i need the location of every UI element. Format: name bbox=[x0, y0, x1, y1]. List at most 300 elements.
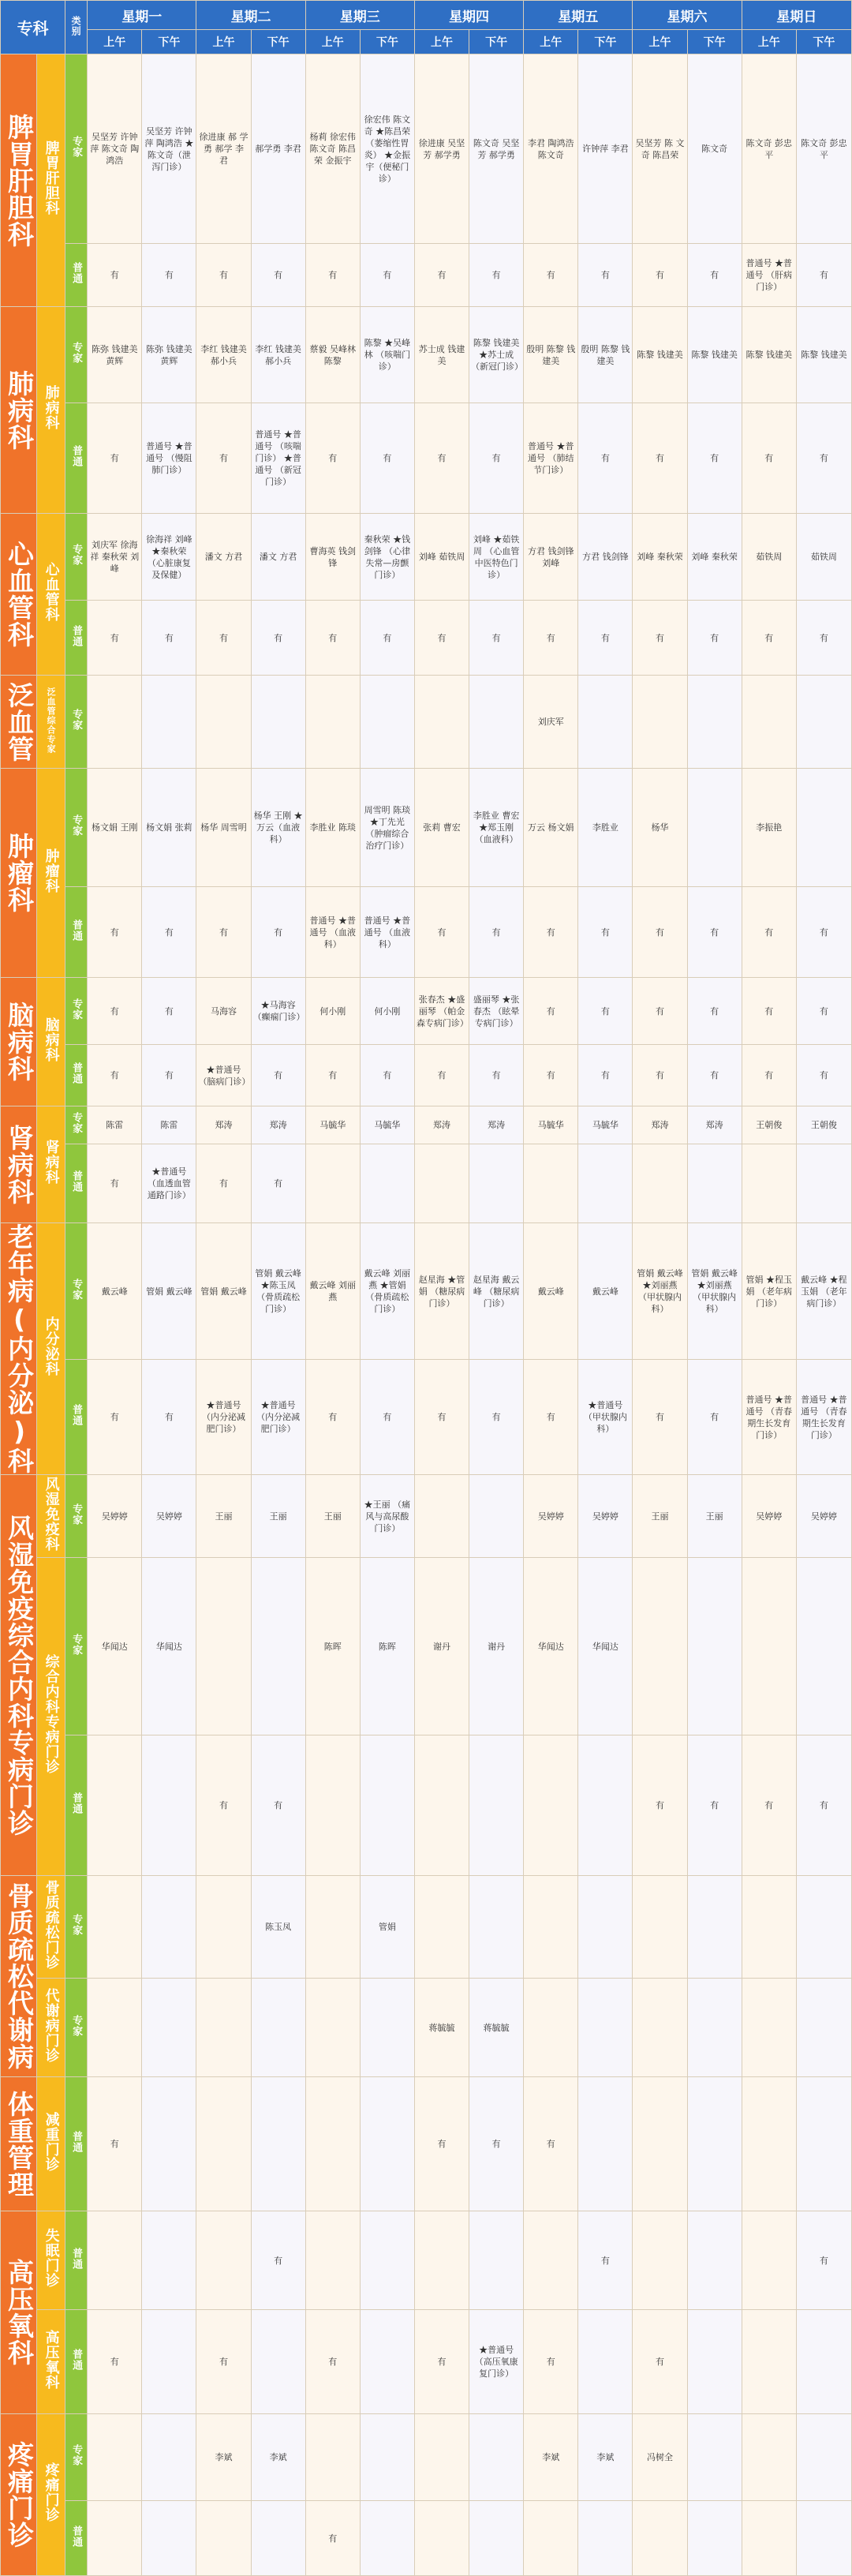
schedule-cell bbox=[633, 1979, 687, 2077]
schedule-cell: 何小刚 bbox=[305, 978, 360, 1045]
schedule-cell: 冯树全 bbox=[633, 2414, 687, 2501]
schedule-cell: 有 bbox=[196, 601, 251, 676]
schedule-cell: 有 bbox=[305, 1360, 360, 1475]
schedule-cell bbox=[687, 2211, 742, 2310]
schedule-cell bbox=[142, 1735, 196, 1876]
schedule-cell: 有 bbox=[251, 1045, 305, 1106]
schedule-cell: 有 bbox=[142, 887, 196, 978]
schedule-cell: 吴婷婷 bbox=[742, 1475, 796, 1558]
subspecialty-name: 心血管科 bbox=[37, 514, 65, 676]
department-name: 脑病科 bbox=[1, 978, 37, 1106]
schedule-cell: 普通号 ★普通号 （慢阻肺门诊） bbox=[142, 403, 196, 514]
schedule-cell: 有 bbox=[469, 1360, 524, 1475]
schedule-cell: 有 bbox=[578, 2211, 633, 2310]
schedule-cell bbox=[633, 1144, 687, 1223]
schedule-cell bbox=[796, 2414, 851, 2501]
schedule-cell: 普通号 ★普通号 （肺结节门诊） bbox=[524, 403, 578, 514]
schedule-cell: 有 bbox=[196, 403, 251, 514]
schedule-row bbox=[1, 2211, 852, 2310]
pm-header: 下午 bbox=[578, 30, 633, 54]
schedule-cell: 赵星海 戴云峰 （糖尿病门诊） bbox=[469, 1223, 524, 1360]
schedule-cell bbox=[360, 1144, 414, 1223]
schedule-cell: 赵星海 ★管娟 （糖尿病门诊） bbox=[414, 1223, 469, 1360]
department-name: 肺病科 bbox=[1, 307, 37, 514]
schedule-cell bbox=[196, 2501, 251, 2576]
department-name: 高压氧科 bbox=[1, 2211, 37, 2414]
schedule-cell bbox=[687, 2077, 742, 2211]
am-header: 上午 bbox=[742, 30, 796, 54]
schedule-cell bbox=[360, 2414, 414, 2501]
schedule-cell bbox=[742, 1876, 796, 1979]
schedule-cell bbox=[742, 1558, 796, 1735]
schedule-cell bbox=[142, 2310, 196, 2414]
schedule-cell: 吴坚芳 许钟萍 陈文奇 陶鸿浩 bbox=[88, 54, 142, 244]
schedule-cell: 有 bbox=[578, 978, 633, 1045]
schedule-cell bbox=[742, 2077, 796, 2211]
schedule-cell: 有 bbox=[687, 1735, 742, 1876]
schedule-cell bbox=[687, 676, 742, 769]
subspecialty-name: 骨质疏松门诊 bbox=[37, 1876, 65, 1979]
schedule-row bbox=[1, 403, 852, 514]
schedule-cell: 李胜业 陈琰 bbox=[305, 769, 360, 887]
schedule-cell: 陈黎 钱建美 ★苏士成 （新冠门诊） bbox=[469, 307, 524, 403]
category-cell: 专家 bbox=[65, 2414, 88, 2501]
schedule-cell: 陈文奇 bbox=[687, 54, 742, 244]
schedule-cell: 杨文娟 张莉 bbox=[142, 769, 196, 887]
schedule-row bbox=[1, 1360, 852, 1475]
schedule-cell: 吴坚芳 陈 文奇 陈昌荣 bbox=[633, 54, 687, 244]
schedule-cell: 有 bbox=[633, 403, 687, 514]
schedule-cell: 刘庆军 徐海祥 秦秋荣 刘峰 bbox=[88, 514, 142, 601]
subspecialty-name: 失眠门诊 bbox=[37, 2211, 65, 2310]
schedule-cell: 有 bbox=[742, 1735, 796, 1876]
department-name: 心血管科 bbox=[1, 514, 37, 676]
schedule-cell: 杨华 周雪明 bbox=[196, 769, 251, 887]
schedule-cell: 陈黎 钱建美 bbox=[633, 307, 687, 403]
schedule-cell: 有 bbox=[305, 244, 360, 307]
schedule-cell bbox=[742, 676, 796, 769]
am-header: 上午 bbox=[88, 30, 142, 54]
schedule-row bbox=[1, 1106, 852, 1144]
schedule-cell: 管娟 戴云峰 bbox=[196, 1223, 251, 1360]
schedule-cell bbox=[578, 2501, 633, 2576]
schedule-cell: 李斌 bbox=[524, 2414, 578, 2501]
schedule-cell: 管娟 戴云峰 ★刘丽燕 （甲状腺内科） bbox=[633, 1223, 687, 1360]
schedule-cell: 有 bbox=[142, 1360, 196, 1475]
schedule-cell: 有 bbox=[742, 887, 796, 978]
schedule-cell bbox=[142, 2414, 196, 2501]
schedule-cell bbox=[469, 1475, 524, 1558]
day-header: 星期一 bbox=[88, 1, 196, 30]
schedule-cell bbox=[742, 2501, 796, 2576]
schedule-cell: 有 bbox=[742, 403, 796, 514]
schedule-row bbox=[1, 978, 852, 1045]
schedule-cell bbox=[469, 1144, 524, 1223]
schedule-cell bbox=[305, 1144, 360, 1223]
schedule-cell: 有 bbox=[251, 887, 305, 978]
schedule-cell: 有 bbox=[414, 1360, 469, 1475]
schedule-cell bbox=[414, 676, 469, 769]
category-cell: 普通 bbox=[65, 2211, 88, 2310]
schedule-cell: 蒋毓毓 bbox=[469, 1979, 524, 2077]
schedule-cell bbox=[578, 2310, 633, 2414]
pm-header: 下午 bbox=[687, 30, 742, 54]
schedule-cell: 有 bbox=[360, 244, 414, 307]
schedule-cell: 王朝俊 bbox=[796, 1106, 851, 1144]
schedule-cell bbox=[687, 2310, 742, 2414]
schedule-cell bbox=[524, 2211, 578, 2310]
schedule-cell bbox=[469, 2414, 524, 2501]
schedule-cell: 李胜业 bbox=[578, 769, 633, 887]
category-cell: 普通 bbox=[65, 1360, 88, 1475]
schedule-cell bbox=[196, 1558, 251, 1735]
schedule-cell: 有 bbox=[142, 978, 196, 1045]
schedule-cell: 有 bbox=[687, 887, 742, 978]
schedule-row bbox=[1, 887, 852, 978]
schedule-cell bbox=[469, 2211, 524, 2310]
schedule-cell: 吴婷婷 bbox=[142, 1475, 196, 1558]
schedule-cell: 有 bbox=[633, 978, 687, 1045]
department-name: 老年病(内分泌)科 bbox=[1, 1223, 37, 1475]
schedule-cell bbox=[796, 2501, 851, 2576]
schedule-cell: 有 bbox=[633, 601, 687, 676]
schedule-cell: ★普通号 （血透血管通路门诊） bbox=[142, 1144, 196, 1223]
schedule-cell: 王丽 bbox=[251, 1475, 305, 1558]
schedule-cell bbox=[196, 1876, 251, 1979]
schedule-cell bbox=[88, 1735, 142, 1876]
category-cell: 专家 bbox=[65, 1223, 88, 1360]
schedule-cell: 有 bbox=[578, 601, 633, 676]
schedule-cell bbox=[360, 2310, 414, 2414]
schedule-cell: 有 bbox=[88, 887, 142, 978]
schedule-cell: 有 bbox=[742, 1045, 796, 1106]
schedule-cell: ★普通号 （内分泌减肥门诊） bbox=[196, 1360, 251, 1475]
schedule-cell: 有 bbox=[578, 887, 633, 978]
pm-header: 下午 bbox=[142, 30, 196, 54]
schedule-cell: 郑涛 bbox=[251, 1106, 305, 1144]
schedule-cell: 杨华 王刚 ★万云（血液科） bbox=[251, 769, 305, 887]
schedule-cell: 殷明 陈黎 钱建美 bbox=[578, 307, 633, 403]
schedule-row bbox=[1, 244, 852, 307]
schedule-cell: 有 bbox=[633, 244, 687, 307]
schedule-cell: 刘峰 秦秋荣 bbox=[687, 514, 742, 601]
schedule-cell bbox=[742, 1144, 796, 1223]
schedule-cell: 有 bbox=[796, 2211, 851, 2310]
schedule-cell: 陈黎 钱建美 bbox=[687, 307, 742, 403]
schedule-cell: 管娟 戴云峰 ★刘丽燕 （甲状腺内科） bbox=[687, 1223, 742, 1360]
schedule-cell: 有 bbox=[142, 1045, 196, 1106]
schedule-row bbox=[1, 1876, 852, 1979]
schedule-cell: 有 bbox=[88, 2310, 142, 2414]
schedule-cell: 有 bbox=[414, 244, 469, 307]
schedule-cell: 华闻达 bbox=[578, 1558, 633, 1735]
schedule-cell bbox=[414, 2211, 469, 2310]
schedule-cell: 有 bbox=[524, 2077, 578, 2211]
schedule-cell bbox=[469, 676, 524, 769]
schedule-cell: 有 bbox=[687, 403, 742, 514]
schedule-cell: 陈玉凤 bbox=[251, 1876, 305, 1979]
category-cell: 专家 bbox=[65, 769, 88, 887]
schedule-cell: 戴云峰 刘丽燕 ★管娟 （骨质疏松门诊） bbox=[360, 1223, 414, 1360]
schedule-cell: 李振艳 bbox=[742, 769, 796, 887]
schedule-cell: 殷明 陈黎 钱建美 bbox=[524, 307, 578, 403]
schedule-cell bbox=[524, 1876, 578, 1979]
schedule-cell: 有 bbox=[142, 601, 196, 676]
schedule-cell bbox=[305, 1979, 360, 2077]
schedule-cell: 马毓华 bbox=[578, 1106, 633, 1144]
schedule-cell bbox=[633, 2077, 687, 2211]
category-cell: 普通 bbox=[65, 1735, 88, 1876]
schedule-cell: 杨华 bbox=[633, 769, 687, 887]
specialty-header: 专科 bbox=[1, 1, 65, 54]
schedule-row bbox=[1, 1558, 852, 1735]
schedule-cell: 有 bbox=[88, 1144, 142, 1223]
schedule-cell: 有 bbox=[633, 1360, 687, 1475]
schedule-cell: ★马海容 （癫痫门诊） bbox=[251, 978, 305, 1045]
schedule-cell bbox=[414, 1735, 469, 1876]
schedule-cell: 马毓华 bbox=[524, 1106, 578, 1144]
schedule-cell: 普通号 ★普通号 （肝病门诊） bbox=[742, 244, 796, 307]
schedule-cell bbox=[414, 1876, 469, 1979]
schedule-cell bbox=[687, 1876, 742, 1979]
schedule-cell: 有 bbox=[469, 1045, 524, 1106]
schedule-cell: 李斌 bbox=[578, 2414, 633, 2501]
category-cell: 专家 bbox=[65, 1876, 88, 1979]
schedule-cell: 万云 杨文娟 bbox=[524, 769, 578, 887]
schedule-cell: 茹铁周 bbox=[796, 514, 851, 601]
schedule-cell bbox=[578, 1876, 633, 1979]
schedule-cell bbox=[796, 1876, 851, 1979]
schedule-cell bbox=[414, 2501, 469, 2576]
schedule-cell: 陈弥 钱建美 黄辉 bbox=[88, 307, 142, 403]
schedule-cell bbox=[88, 1979, 142, 2077]
category-cell: 普通 bbox=[65, 244, 88, 307]
schedule-cell: 有 bbox=[524, 1360, 578, 1475]
schedule-cell bbox=[796, 1979, 851, 2077]
category-cell: 专家 bbox=[65, 54, 88, 244]
schedule-cell: 有 bbox=[524, 2310, 578, 2414]
schedule-cell bbox=[469, 1876, 524, 1979]
day-header-row bbox=[1, 1, 852, 30]
schedule-cell: 有 bbox=[88, 978, 142, 1045]
schedule-cell bbox=[142, 676, 196, 769]
schedule-cell: 普通号 ★普通号 （血液科） bbox=[305, 887, 360, 978]
schedule-row bbox=[1, 601, 852, 676]
schedule-cell bbox=[578, 2077, 633, 2211]
schedule-cell: 有 bbox=[196, 887, 251, 978]
schedule-cell: ★普通号 （甲状腺内科） bbox=[578, 1360, 633, 1475]
schedule-cell: 盛丽琴 ★张春杰 （眩晕专病门诊） bbox=[469, 978, 524, 1045]
subspecialty-name: 肺病科 bbox=[37, 307, 65, 514]
schedule-cell: 刘庆军 bbox=[524, 676, 578, 769]
schedule-cell: 有 bbox=[578, 403, 633, 514]
schedule-cell bbox=[251, 2310, 305, 2414]
schedule-cell bbox=[524, 1735, 578, 1876]
category-cell: 专家 bbox=[65, 1558, 88, 1735]
schedule-cell: 郑涛 bbox=[196, 1106, 251, 1144]
schedule-cell bbox=[687, 2414, 742, 2501]
category-header: 类别 bbox=[65, 1, 88, 54]
schedule-cell bbox=[305, 676, 360, 769]
category-cell: 普通 bbox=[65, 1144, 88, 1223]
schedule-cell bbox=[633, 676, 687, 769]
schedule-cell: 徐海祥 刘峰 ★秦秋荣 （心脏康复及保健） bbox=[142, 514, 196, 601]
schedule-cell bbox=[251, 2501, 305, 2576]
schedule-cell: 戴云峰 bbox=[578, 1223, 633, 1360]
schedule-cell: 有 bbox=[796, 887, 851, 978]
schedule-cell: 蔡毅 吴峰林 陈黎 bbox=[305, 307, 360, 403]
schedule-cell: 有 bbox=[633, 1045, 687, 1106]
schedule-cell: 有 bbox=[196, 1735, 251, 1876]
schedule-cell: 王丽 bbox=[196, 1475, 251, 1558]
schedule-cell: 徐进康 郝 学勇 郝学 李 君 bbox=[196, 54, 251, 244]
schedule-cell: 有 bbox=[305, 2501, 360, 2576]
schedule-cell bbox=[687, 1979, 742, 2077]
subspecialty-name: 脑病科 bbox=[37, 978, 65, 1106]
schedule-cell: 王朝俊 bbox=[742, 1106, 796, 1144]
schedule-cell bbox=[88, 1876, 142, 1979]
schedule-cell: 吴婷婷 bbox=[796, 1475, 851, 1558]
schedule-cell: 有 bbox=[88, 601, 142, 676]
schedule-cell bbox=[196, 1979, 251, 2077]
schedule-cell: 有 bbox=[633, 887, 687, 978]
schedule-cell bbox=[196, 2211, 251, 2310]
schedule-cell: 郝学勇 李君 bbox=[251, 54, 305, 244]
schedule-cell bbox=[251, 676, 305, 769]
schedule-cell: 有 bbox=[578, 1045, 633, 1106]
schedule-cell bbox=[796, 2077, 851, 2211]
schedule-cell: 有 bbox=[251, 244, 305, 307]
category-cell: 普通 bbox=[65, 601, 88, 676]
schedule-cell: ★普通号 （内分泌减肥门诊） bbox=[251, 1360, 305, 1475]
schedule-cell bbox=[88, 2501, 142, 2576]
department-name: 肿瘤科 bbox=[1, 769, 37, 978]
schedule-row bbox=[1, 1144, 852, 1223]
schedule-cell: 王丽 bbox=[633, 1475, 687, 1558]
schedule-cell: 王丽 bbox=[305, 1475, 360, 1558]
schedule-cell: 有 bbox=[414, 601, 469, 676]
schedule-row bbox=[1, 2077, 852, 2211]
schedule-cell bbox=[578, 1979, 633, 2077]
schedule-row bbox=[1, 676, 852, 769]
am-header: 上午 bbox=[633, 30, 687, 54]
day-header: 星期四 bbox=[414, 1, 523, 30]
subspecialty-name: 肿瘤科 bbox=[37, 769, 65, 978]
schedule-cell: 有 bbox=[305, 1045, 360, 1106]
schedule-cell bbox=[469, 1735, 524, 1876]
department-name: 肾病科 bbox=[1, 1106, 37, 1223]
schedule-cell: ★普通号 （脑病门诊） bbox=[196, 1045, 251, 1106]
schedule-cell: 李君 陶鸿浩 陈文奇 bbox=[524, 54, 578, 244]
schedule-cell: 徐进康 吴坚芳 郝学勇 bbox=[414, 54, 469, 244]
schedule-cell: 有 bbox=[524, 601, 578, 676]
schedule-cell: 有 bbox=[196, 244, 251, 307]
schedule-cell: 郑涛 bbox=[414, 1106, 469, 1144]
day-header: 星期五 bbox=[524, 1, 633, 30]
schedule-cell bbox=[633, 1558, 687, 1735]
department-name: 疼痛门诊 bbox=[1, 2414, 37, 2576]
schedule-cell: 有 bbox=[687, 978, 742, 1045]
schedule-cell: 有 bbox=[687, 601, 742, 676]
schedule-cell bbox=[687, 1558, 742, 1735]
schedule-cell: 有 bbox=[796, 1045, 851, 1106]
schedule-cell bbox=[796, 1558, 851, 1735]
schedule-cell: 陈晖 bbox=[360, 1558, 414, 1735]
schedule-cell: 陈黎 钱建美 bbox=[796, 307, 851, 403]
schedule-cell: 有 bbox=[469, 601, 524, 676]
schedule-cell: ★王丽 （痛风与高尿酸门诊） bbox=[360, 1475, 414, 1558]
category-cell: 专家 bbox=[65, 307, 88, 403]
schedule-cell: 管娟 ★程玉娟 （老年病门诊） bbox=[742, 1223, 796, 1360]
schedule-cell: 普通号 ★普通号 （青春期生长发育门诊） bbox=[742, 1360, 796, 1475]
schedule-cell: 有 bbox=[88, 244, 142, 307]
schedule-cell bbox=[414, 1475, 469, 1558]
pm-header: 下午 bbox=[360, 30, 414, 54]
schedule-row bbox=[1, 54, 852, 244]
schedule-cell: 茹铁周 bbox=[742, 514, 796, 601]
schedule-cell: 马毓华 bbox=[305, 1106, 360, 1144]
schedule-cell bbox=[305, 2211, 360, 2310]
schedule-cell: 杨莉 徐宏伟 陈文奇 陈昌荣 金振宇 bbox=[305, 54, 360, 244]
schedule-cell: 有 bbox=[742, 601, 796, 676]
schedule-cell: 吴婷婷 bbox=[524, 1475, 578, 1558]
schedule-cell: 马毓华 bbox=[360, 1106, 414, 1144]
schedule-cell: 有 bbox=[360, 1045, 414, 1106]
schedule-cell: 陈晖 bbox=[305, 1558, 360, 1735]
category-cell: 普通 bbox=[65, 1045, 88, 1106]
schedule-cell: 有 bbox=[88, 403, 142, 514]
schedule-cell bbox=[796, 2310, 851, 2414]
category-cell: 普通 bbox=[65, 887, 88, 978]
category-cell: 专家 bbox=[65, 514, 88, 601]
schedule-cell: 有 bbox=[88, 2077, 142, 2211]
day-header: 星期日 bbox=[742, 1, 851, 30]
schedule-cell: 有 bbox=[687, 1360, 742, 1475]
schedule-cell bbox=[633, 1876, 687, 1979]
schedule-cell: 谢丹 bbox=[469, 1558, 524, 1735]
schedule-cell bbox=[633, 2211, 687, 2310]
schedule-cell: 管娟 戴云峰 ★陈玉凤 （骨质疏松门诊） bbox=[251, 1223, 305, 1360]
subspecialty-name: 高压氧科 bbox=[37, 2310, 65, 2414]
schedule-cell: 刘峰 ★茹铁周 （心血管中医特色门诊） bbox=[469, 514, 524, 601]
schedule-cell: 有 bbox=[251, 1144, 305, 1223]
schedule-cell: 陈黎 钱建美 bbox=[742, 307, 796, 403]
schedule-cell: 有 bbox=[524, 887, 578, 978]
schedule-cell: 有 bbox=[305, 601, 360, 676]
schedule-cell bbox=[360, 2501, 414, 2576]
schedule-cell bbox=[251, 2077, 305, 2211]
schedule-cell: 有 bbox=[469, 887, 524, 978]
category-cell: 普通 bbox=[65, 2077, 88, 2211]
schedule-cell bbox=[142, 2211, 196, 2310]
schedule-cell: 刘峰 秦秋荣 bbox=[633, 514, 687, 601]
schedule-cell bbox=[687, 769, 742, 887]
schedule-cell: 陈黎 ★吴峰林 （咳喘门诊） bbox=[360, 307, 414, 403]
schedule-cell: 吴坚芳 许钟萍 陶鸿浩 ★陈文奇（泄泻门诊） bbox=[142, 54, 196, 244]
schedule-cell: 戴云峰 ★程玉娟 （老年病门诊） bbox=[796, 1223, 851, 1360]
schedule-cell: 郑涛 bbox=[469, 1106, 524, 1144]
schedule-cell: 华闻达 bbox=[524, 1558, 578, 1735]
schedule-cell bbox=[360, 2077, 414, 2211]
day-header: 星期二 bbox=[196, 1, 305, 30]
schedule-cell: 有 bbox=[687, 244, 742, 307]
schedule-cell: 周雪明 陈琰 ★丁先光 （肿瘤综合治疗门诊） bbox=[360, 769, 414, 887]
schedule-cell: 陈文奇 彭忠平 bbox=[742, 54, 796, 244]
schedule-body bbox=[1, 54, 852, 2576]
schedule-cell: 李斌 bbox=[196, 2414, 251, 2501]
schedule-cell bbox=[742, 2211, 796, 2310]
category-cell: 专家 bbox=[65, 1106, 88, 1144]
